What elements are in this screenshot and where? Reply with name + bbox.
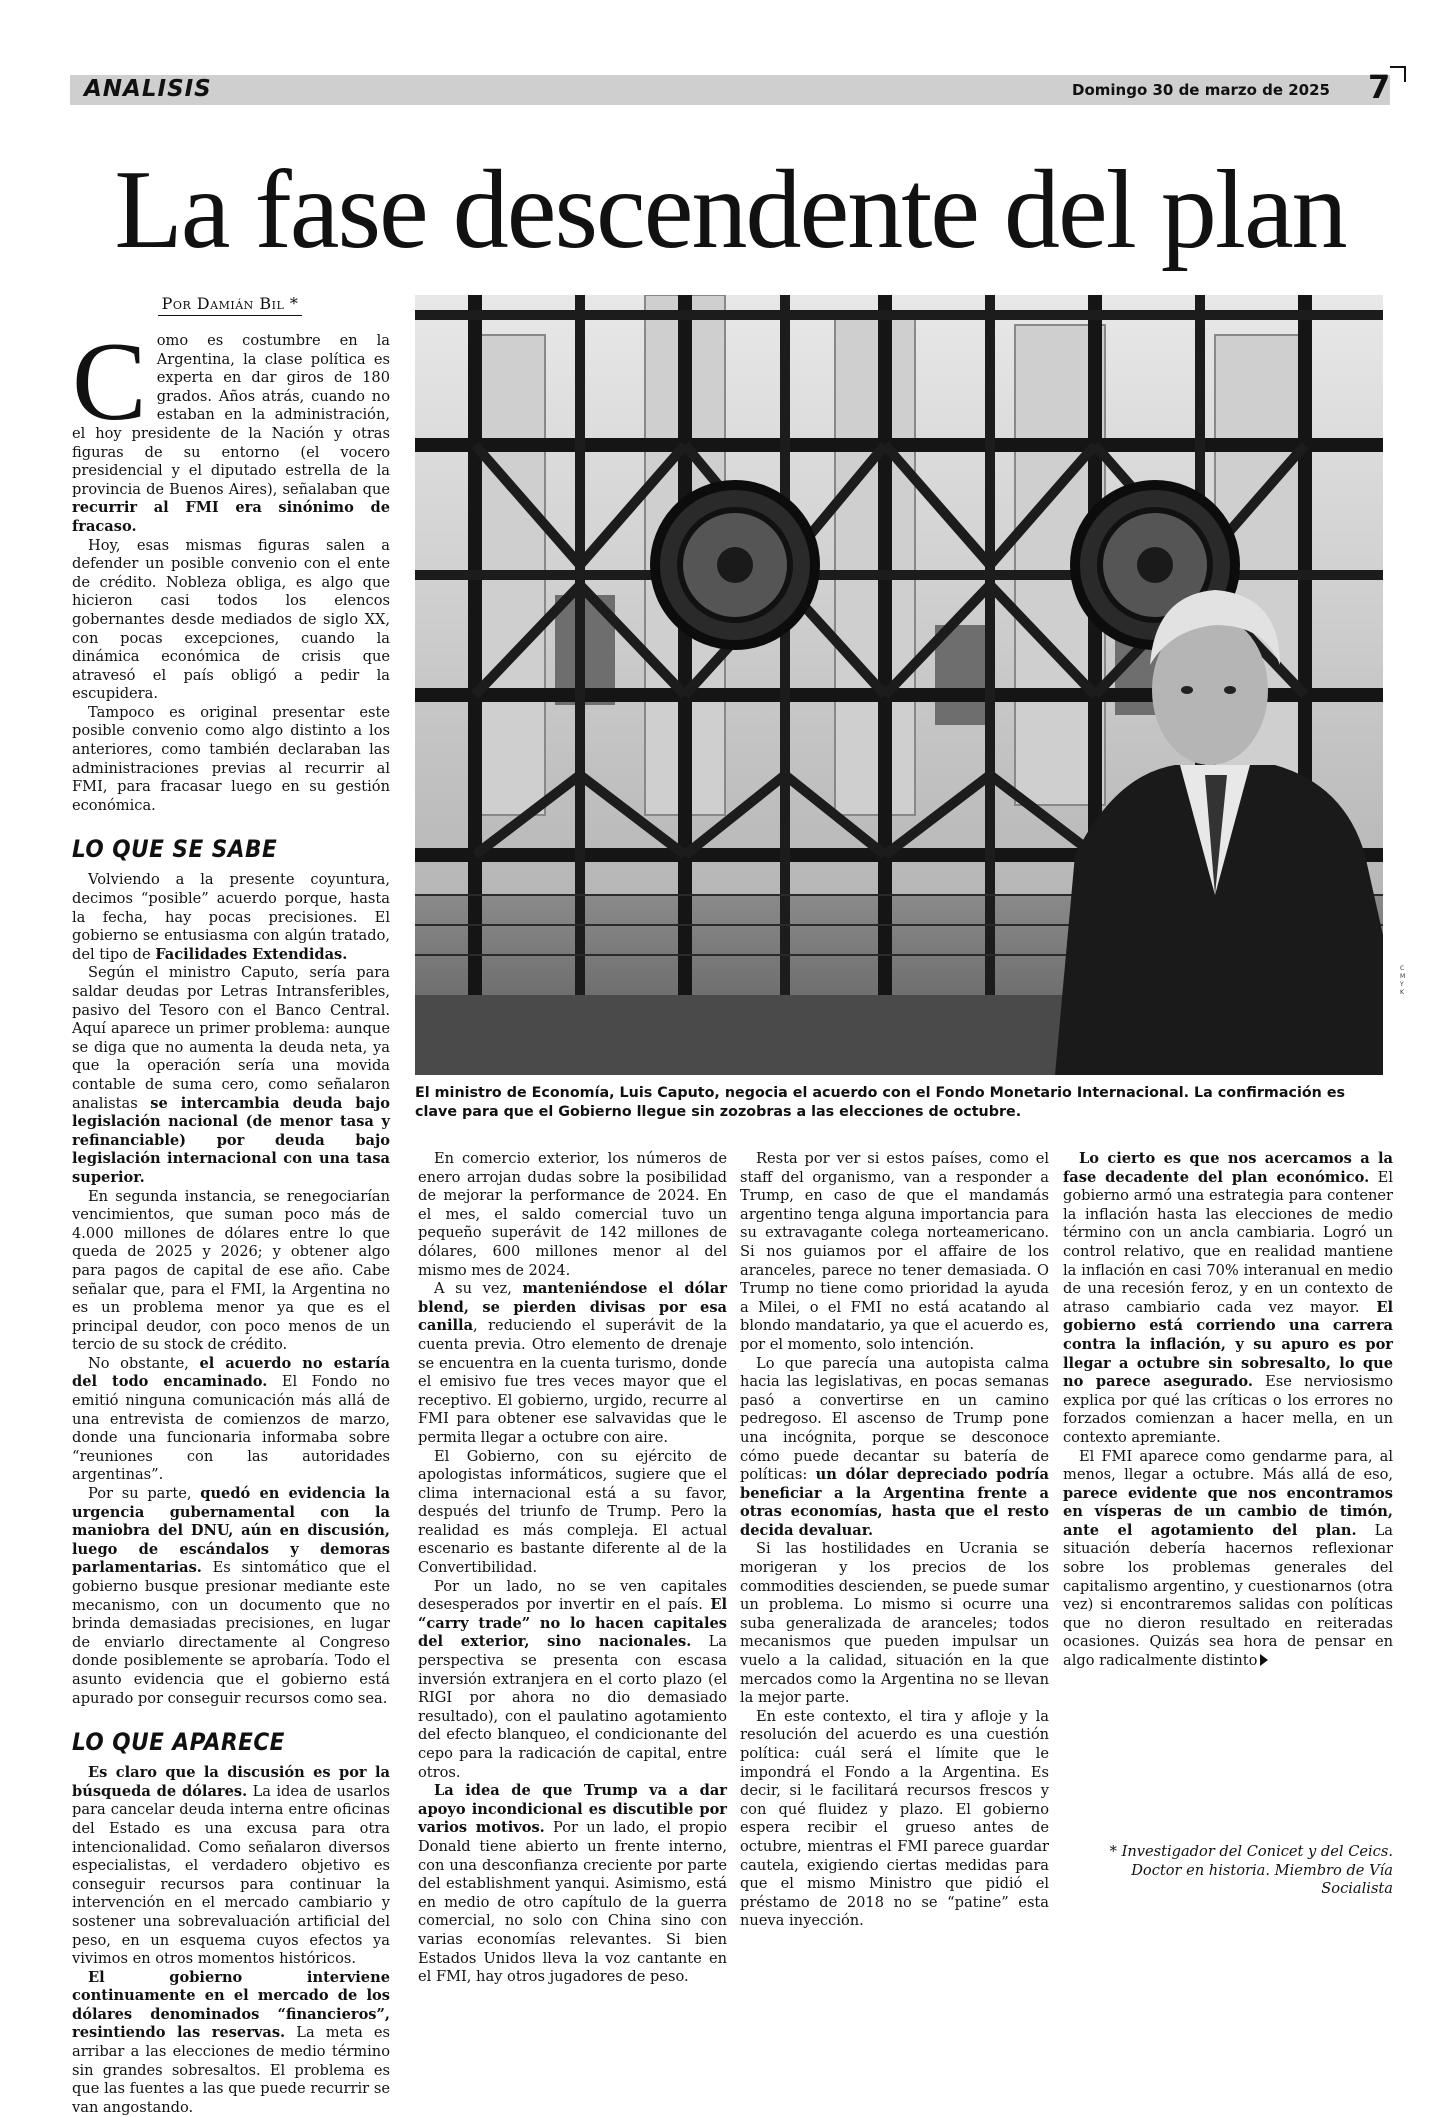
text-run: La situación debería hacernos reflexionar sobre los problemas generales del capitalismo argentino, y cuestionarnos (otra vez) si encontraremos salidas con políticas que no dieron resultado en reiteradas ocasiones. Quizás sea hora de pensar en algo radicalmente distinto (1063, 1521, 1394, 1670)
text-run: Según el ministro Caputo, sería para saldar deudas por Letras Intransferibles, pasivo del Tesoro con el Banco Central. Aquí aparece un primer problema: aunque se diga que no aumenta la deuda neta, ya que la operación sería una movida contable de suma cero, como señalaron analistas (72, 964, 390, 1112)
article-paragraph (418, 1578, 727, 1783)
byline-text: Por Damián Bil * (158, 294, 303, 316)
bold-run: manteniéndose el dólar blend, se pierden divisas por esa canilla (418, 1280, 727, 1335)
text-run: Por un lado, el propio Donald tiene abierto un frente interno, con una desconfianza creciente por parte del establishment yanqui. Asimismo, está en medio de otro capítulo de la guerra comercial, no solo con China sino con varias economías relevantes. Si bien Estados Unidos lleva la voz cantante en el FMI, hay otros jugadores de peso. (418, 1819, 728, 1986)
article-paragraph (740, 1355, 1049, 1541)
subheading: LO QUE SE SABE (72, 835, 278, 864)
bold-run: El gobierno interviene continuamente en el mercado de los dólares denominados “financieros”, resintiendo las reservas. (72, 1968, 390, 2042)
author-footnote: * Investigador del Conicet y del Ceics. Doctor en historia. Miembro de Vía Socialista (1109, 1843, 1393, 1898)
text-run: Ese nerviosismo explica por qué las críticas o los errores no forzados comienzan a hacer mella, en un contexto apremiante. (1063, 1373, 1393, 1446)
drop-cap: C (72, 320, 147, 444)
text-run: Por un lado, no se ven capitales desesperados por invertir en el país. (418, 1577, 727, 1614)
text-run: omo es costumbre en la Argentina, la clase política es experta en dar giros de 180 grados. Años atrás, cuando no estaban en la administración, el hoy presidente de la Nación y otras figuras de su entorno (el vocero presidencial y el diputado estrella de la provincia de Buenos Aires), señalaban que (72, 332, 390, 498)
text-run: , reduciendo el superávit de la cuenta previa. Otro elemento de drenaje se encuentra en la cuenta turismo, donde el emisivo fue tres veces mayor que el receptivo. El gobierno, urgido, recurre al FMI para obtener ese salvavidas que le permita llegar a octubre con aire. (418, 1317, 727, 1446)
article-photo (415, 295, 1383, 1075)
publication-date: Domingo 30 de marzo de 2025 (1072, 81, 1330, 99)
article-column-4 (1063, 1150, 1393, 1671)
text-run: El Fondo no emitió ninguna comunicación más allá de una entrevista de comienzos de marzo, donde una funcionaria informaba sobre “reuniones con las autoridades argentinas”. (72, 1373, 390, 1484)
bold-run: Lo cierto es que nos acercamos a la fase decadente del plan económico. (1063, 1150, 1393, 1186)
article-paragraph: El Gobierno, con su ejército de apologistas informáticos, sugiere que el clima internacional está a su favor, después del triunfo de Trump. Pero la realidad es más compleja. El actual escenario es bastante diferente al de la Convertibilidad. (418, 1447, 727, 1577)
article-paragraph: Resta por ver si estos países, como el staff del organismo, van a responder a Trump, en caso de que el mandamás argentino tenga alguna importancia para su extravagante colega norteamericano. Si nos guiamos por el affaire de los aranceles, parece no tener demasiada. O Trump no tiene como prioridad la ayuda a Milei, o el FMI no está acatando al blondo mandatario, ya que el acuerdo es, por el momento, solo intención. (740, 1150, 1049, 1353)
bold-run: La idea de que Trump va a dar apoyo incondicional es discutible por varios motivos. (418, 1782, 727, 1837)
article-paragraph: En comercio exterior, los números de enero arrojan dudas sobre la posibilidad de mejorar la performance de 2024. En el mes, el saldo comercial tuvo un pequeño superávit de 142 millones de dólares, 600 millones menor al del mismo mes de 2024. (418, 1150, 727, 1279)
article-paragraph: Hoy, esas mismas figuras salen a defender un posible convenio con el ente de crédito. Nobleza obliga, es algo que hicieron casi todos los elencos gobernantes desde mediados de siglo XX, con pocas excepciones, cuando la dinámica económica de crisis que atravesó el país obligó a pedir la escupidera. (72, 536, 390, 703)
page-number: 7 (1368, 68, 1391, 106)
cmyk-y: Y (1400, 981, 1404, 988)
article-column-2 (418, 1150, 727, 1987)
text-run: La meta es arribar a las elecciones de medio término sin grandes sobresaltos. El problema es que las fuentes a las que puede recurrir se van angostando. (72, 2024, 390, 2116)
article-paragraph (1063, 1150, 1393, 1448)
text-run: El FMI aparece como gendarme para, al menos, llegar a octubre. Más allá de eso, (1063, 1447, 1393, 1484)
text-run: Volviendo a la presente coyuntura, decimos “posible” acuerdo porque, hasta la fecha, hay pocas precisiones. El gobierno se entusiasma con algún tratado, del tipo de (72, 871, 390, 963)
article-paragraph (72, 1764, 390, 1969)
bold-run: Es claro que la discusión es por la búsqueda de dólares. (72, 1764, 390, 1800)
article-paragraph: En este contexto, el tira y afloje y la resolución del acuerdo es una cuestión política: cuál será el límite que le impondrá el Fondo a la Argentina. Es decir, si le facilitará recursos frescos y con qué fluidez y plazo. El gobierno espera recibir el grueso antes de octubre, mientras el FMI parece guardar cautela, exigiendo ciertas medidas para que el mismo Ministro que pidió el préstamo de 2018 no se “patine” esta nueva inyección. (740, 1707, 1049, 1930)
photo-caption: El ministro de Economía, Luis Caputo, negocia el acuerdo con el Fondo Monetario Internacional. La confirmación es clave para que el Gobierno llegue sin zozobras a las elecciones de octubre. (415, 1085, 1346, 1120)
cmyk-k: K (1400, 989, 1404, 996)
article-paragraph (1063, 1448, 1393, 1671)
article-paragraph (418, 1280, 727, 1447)
bold-run: quedó en evidencia la urgencia gubernamental con la maniobra del DNU, aún en discusión, luego de escándalos y demoras parlamentarias. (72, 1485, 390, 1577)
cmyk-c: C (1400, 965, 1405, 972)
article-paragraph: Tampoco es original presentar este posible convenio como algo distinto a los anteriores, como también declaraban las administraciones previas al recurrir al FMI, para fracasar luego en su gestión económica. (72, 703, 390, 814)
article-column-1 (72, 320, 390, 2117)
article-paragraph: En segunda instancia, se renegociarían vencimientos, que suman poco más de 4.000 millones de dólares entre lo que queda de 2025 y 2026; y obtener algo para pagos de capital de ese año. Cabe señalar que, para el FMI, la Argentina no es un problema menor ya que es el principal deudor, con poco menos de un tercio de su stock de crédito. (72, 1187, 390, 1354)
article-paragraph (72, 1969, 390, 2117)
bold-run: recurrir al FMI era sinónimo de fracaso. (72, 499, 390, 535)
bold-run: un dólar depreciado podría beneficiar a la Argentina frente a otras economías, hasta que el resto decida devaluar. (740, 1466, 1049, 1539)
section-label: ANALISIS (84, 76, 212, 102)
article-paragraph (72, 320, 390, 537)
article-paragraph (72, 1355, 390, 1485)
byline (70, 294, 390, 316)
bold-run: se intercambia deuda bajo legislación nacional (de menor tasa y refinanciable) por deuda bajo legislación internacional con una tasa superior. (72, 1094, 390, 1186)
article-paragraph (72, 964, 390, 1187)
text-run: La perspectiva se presenta con escasa inversión extranjera en el corto plazo (el RIGI por ahora no dio demasiado resultado), con el paulatino agotamiento del efecto blanqueo, el condicionante del cepo para la radicación de capital, entre otros. (418, 1633, 727, 1781)
cmyk-registration-mark (1400, 965, 1405, 997)
article-paragraph (72, 1485, 390, 1708)
bold-run: Facilidades Extendidas. (155, 945, 348, 963)
text-run: A su vez, (434, 1280, 523, 1298)
text-run: Por su parte, (88, 1485, 201, 1503)
end-of-article-icon (1260, 1654, 1268, 1666)
text-run: Es sintomático que el gobierno busque presionar mediante este mecanismo, con un documento que no brinda demasiadas precisiones, en lugar de enviarlo directamente al Congreso donde posiblemente se aprobaría. Todo el asunto evidencia que el gobierno está apurado por conseguir recursos como sea. (72, 1559, 390, 1707)
text-run: La idea de usarlos para cancelar deuda interna entre oficinas del Estado es una excusa para otra intencionalidad. Como señalaron diversos especialistas, el verdadero objetivo es conseguir recursos para continuar la intervención en el mercado cambiario y sostener una sobrevaluación artificial del peso, en un esquema cuyos efectos ya vivimos en otros momentos históricos. (72, 1782, 390, 1968)
text-run: El gobierno armó una estrategia para contener la inflación hasta las elecciones de medio término con un ancla cambiaria. Logró un control relativo, que en realidad mantiene la inflación en casi 70% interanual en medio de una recesión feroz, y en un contexto de atraso cambiario cada vez mayor. (1063, 1168, 1393, 1316)
bold-run: El “carry trade” no lo hacen capitales del exterior, sino nacionales. (418, 1596, 727, 1651)
photo-illustration (415, 295, 1383, 1075)
article-paragraph (72, 871, 390, 964)
text-run: No obstante, (88, 1354, 200, 1372)
article-column-3 (740, 1150, 1049, 1931)
crop-mark (1404, 66, 1406, 82)
bold-run: parece evidente que nos encontramos en vísperas de un cambio de timón, ante el agotamiento del plan. (1063, 1484, 1393, 1539)
bold-run: el acuerdo no estaría del todo encaminado. (72, 1354, 390, 1391)
cmyk-m: M (1400, 973, 1406, 980)
text-run: Lo que parecía una autopista calma hacia las legislativas, en pocas semanas pasó a convertirse en un camino pedregoso. El ascenso de Trump pone una incógnita, porque se desconoce cómo puede decantar su batería de políticas: (740, 1354, 1049, 1484)
article-paragraph (418, 1782, 727, 1987)
headline: La fase descendente del plan (114, 148, 1346, 272)
subheading: LO QUE APARECE (72, 1728, 285, 1757)
article-paragraph: Si las hostilidades en Ucrania se morigeran y los precios de los commodities descienden, se puede sumar un problema. Lo mismo si ocurre una suba generalizada de aranceles; todos mecanismos que pueden impulsar un vuelo a la calidad, situación en la que mercados como la Argentina no se llevan la mejor parte. (740, 1540, 1049, 1707)
bold-run: El gobierno está corriendo una carrera contra la inflación, y su apuro es por llegar a octubre sin sobresalto, lo que no parece asegurado. (1063, 1298, 1393, 1391)
